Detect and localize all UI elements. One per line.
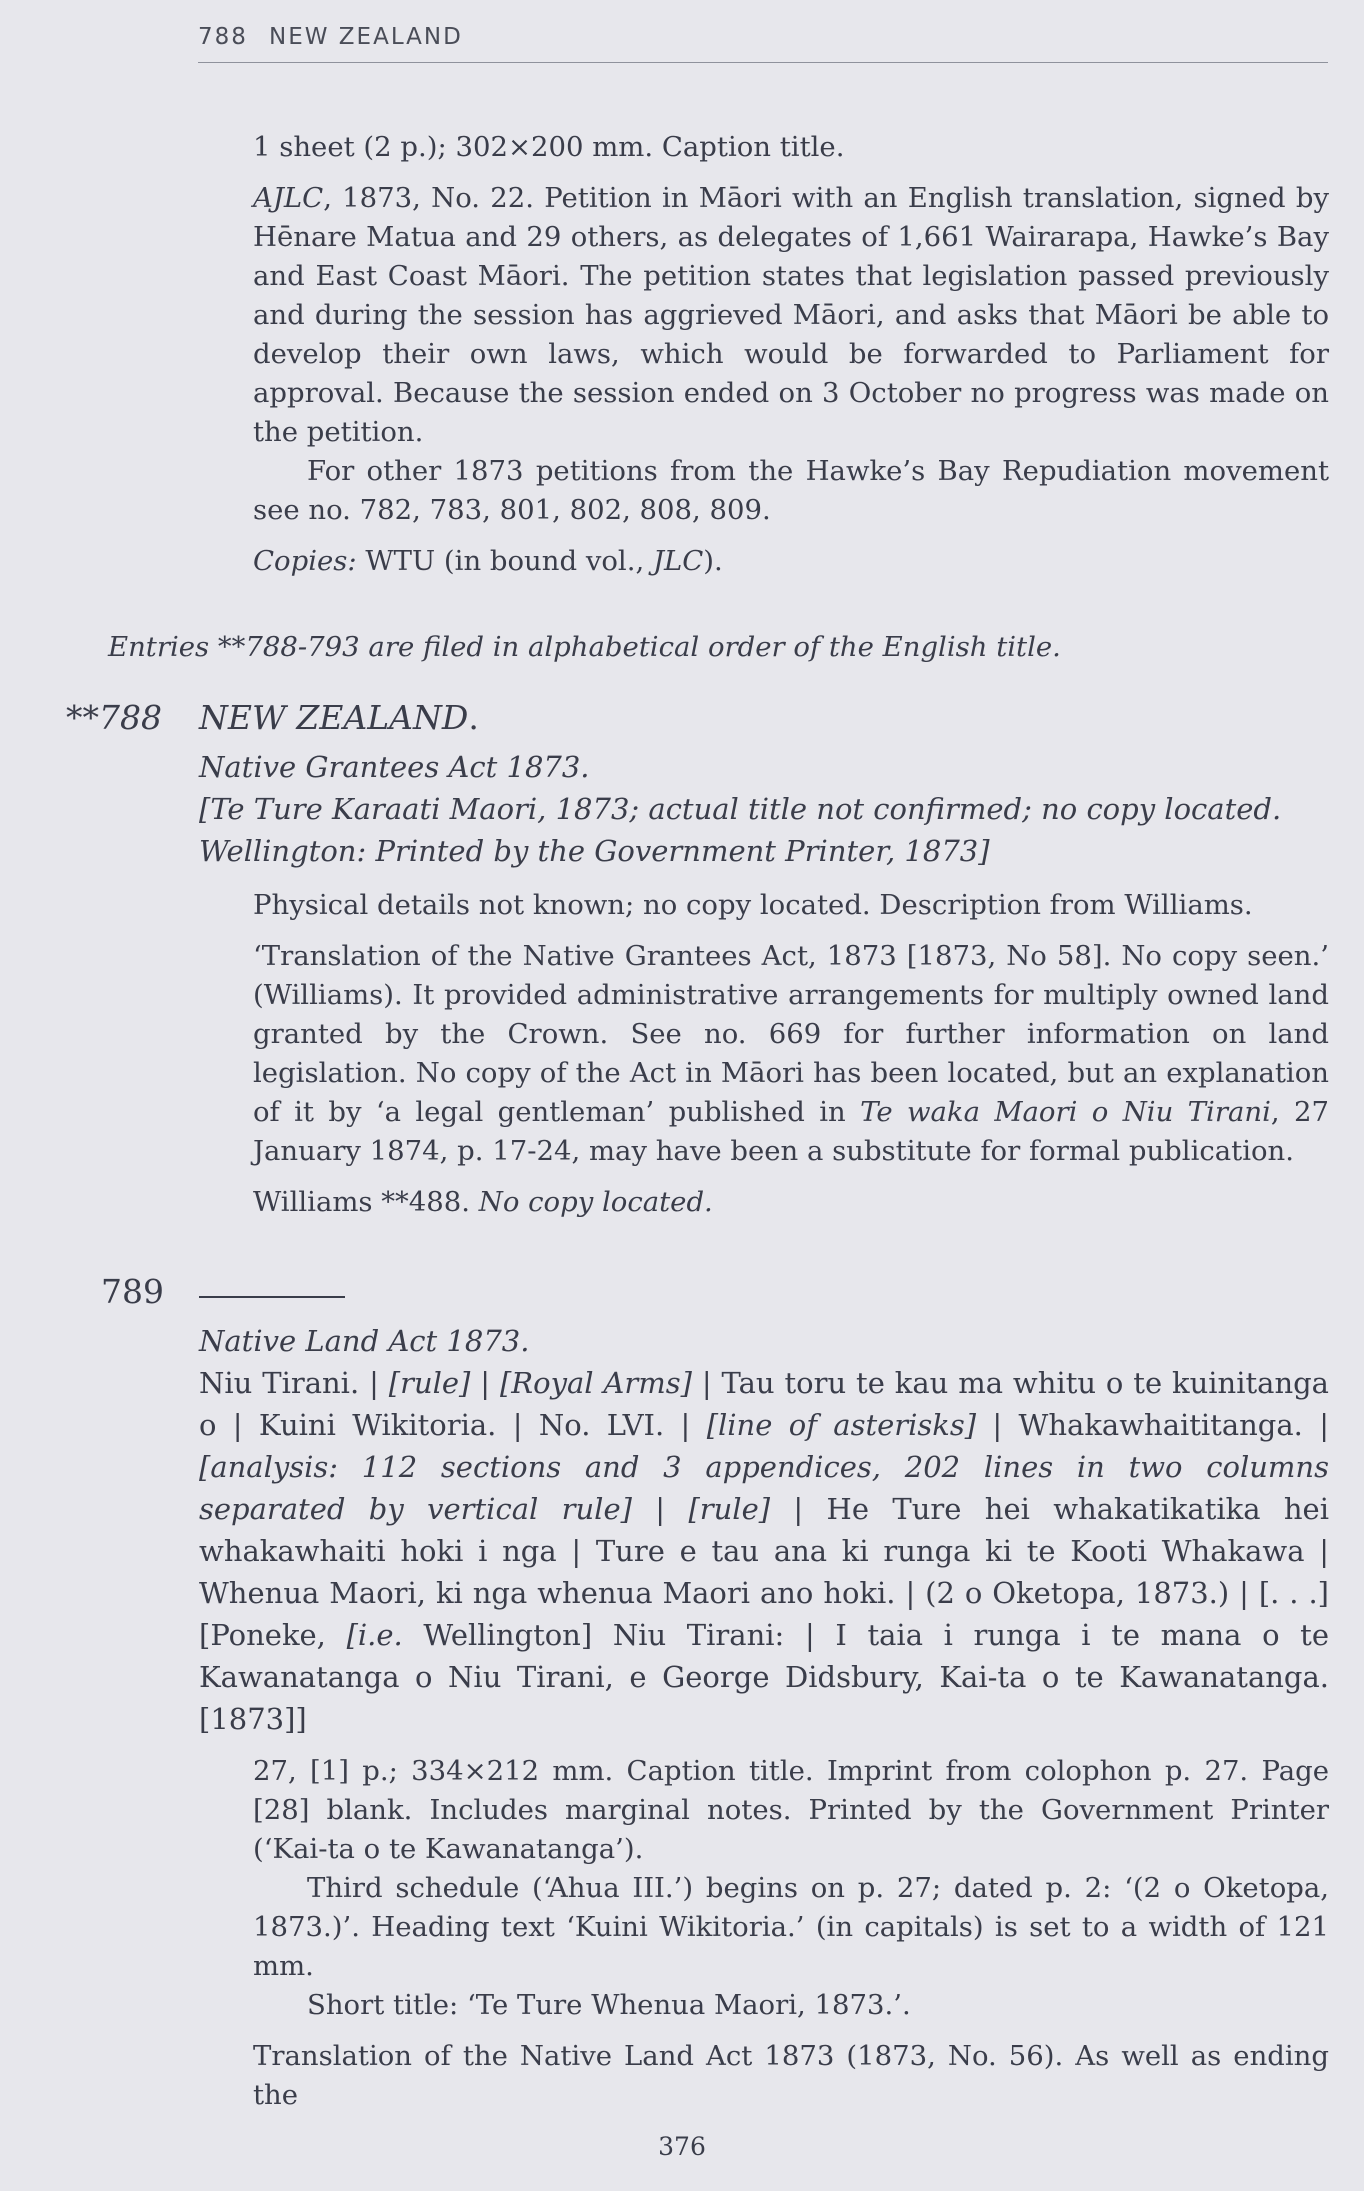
header-page-label: 788	[198, 24, 248, 50]
filing-note: Entries **788-793 are filed in alphabetical order of the English title.	[108, 631, 1061, 663]
entry-789-title: Native Land Act 1873.	[199, 1324, 530, 1358]
transcription-segment: Wellington] Niu Tirani: | I taia i runga i te mana o te Kawanatanga o Niu Tirani, e George Didsbury, Kai-ta o te Kawanatanga. [1873]]	[199, 1618, 1329, 1736]
note-text: , 1873, No. 22. Petition in Māori with an English translation, signed by Hēnare Matua and 29 others, as delegates of 1,661 Wairarapa, Hawke’s Bay and East Coast Māori. The petition states that legislation passed previously and during the session has aggrieved Māori, and asks that Māori be able to develop their own laws, which would be forwarded to Parliament for approval. Because the session ended on 3 October no progress was made on the petition.	[253, 182, 1329, 448]
transcription-segment: [line of asterisks]	[706, 1408, 977, 1442]
page-number: 376	[658, 2132, 706, 2161]
petition-note	[253, 179, 1329, 452]
transcription-segment: | Whakawhaititanga. |	[976, 1408, 1329, 1442]
entry-788-no-copy: No copy located.	[478, 1186, 713, 1218]
entry-789-dash	[199, 1296, 345, 1298]
entry-788-williams-line	[253, 1183, 1329, 1222]
entry-789-body	[253, 1752, 1329, 2115]
transcription-segment: Niu Tirani. |	[199, 1366, 389, 1400]
copies-end: ).	[703, 545, 723, 577]
note-ref: AJLC	[253, 182, 324, 214]
running-header	[198, 24, 1328, 63]
entry-789-number: 789	[101, 1272, 164, 1311]
entry-788-body	[253, 886, 1329, 1222]
entry-789-physical: 27, [1] p.; 334×212 mm. Caption title. Imprint from colophon p. 27. Page [28] blank. Includes marginal notes. Printed by the Government Printer (‘Kai-ta o te Kawanatanga’).	[253, 1755, 1329, 1865]
transcription-segment: [analysis: 112 sections and 3 appendices, 202 lines in two columns separated by vertical rule]	[199, 1450, 1329, 1526]
copies-label: Copies:	[253, 545, 357, 577]
entry-788-note-b: , 27 January 1874, p. 17-24, may have been a substitute for formal publication.	[253, 1096, 1329, 1167]
physical-description: 1 sheet (2 p.); 302×200 mm. Caption title.	[253, 131, 845, 163]
entry-788-title-block	[199, 746, 1329, 872]
transcription-segment: [Royal Arms]	[499, 1366, 692, 1400]
entry-789-description	[199, 1320, 1329, 1740]
entry-788-bracket-line1: [Te Ture Karaati Maori, 1873; actual title not confirmed; no copy located.	[199, 792, 1282, 826]
entry-789-schedule: Third schedule (‘Ahua III.’) begins on p. 27; dated p. 2: ‘(2 o Oketopa, 1873.)’. Heading text ‘Kuini Wikitoria.’ (in capitals) is set to a width of 121 mm.	[253, 1872, 1329, 1982]
transcription-segment: [i.e.	[346, 1618, 403, 1652]
entry-787-continuation	[253, 128, 1329, 581]
transcription-segment: | He Ture hei whakatikatika hei whakawhaiti hoki i nga | Ture e tau ana ki runga ki te Kooti Whakawa | Whenua Maori, ki nga whenua Maori ano hoki. | (2 o Oketopa, 1873.) | [. . .] [Poneke,	[199, 1492, 1329, 1652]
transcription-segment: |	[470, 1366, 500, 1400]
entry-788-heading	[199, 698, 479, 737]
entry-788-williams: Williams **488.	[253, 1186, 471, 1218]
transcription-segment: [rule]	[388, 1366, 471, 1400]
entry-788-physical: Physical details not known; no copy located. Description from Williams.	[253, 889, 1253, 921]
copies-ref: JLC	[652, 545, 704, 577]
entry-788-heading-text: NEW ZEALAND	[199, 698, 469, 737]
entry-788-number: **788	[66, 698, 162, 737]
entry-788-bracket-line2: Wellington: Printed by the Government Printer, 1873]	[199, 834, 990, 868]
entry-788-note-a: ‘Translation of the Native Grantees Act, 1873 [1873, No 58]. No copy seen.’ (Williams). It provided administrative arrangements for multiply owned land granted by the Crown. See no. 669 for further information on land legislation. No copy of the Act in Māori has been located, but an explanation of it by ‘a legal gentleman’ published in	[253, 940, 1329, 1128]
entry-788-title: Native Grantees Act 1873.	[199, 750, 590, 784]
entry-788-note	[253, 937, 1329, 1171]
copies-line	[253, 542, 1329, 581]
copies-text: WTU (in bound vol.,	[356, 545, 653, 577]
transcription-segment: |	[631, 1492, 689, 1526]
entry-789-transcription	[199, 1362, 1329, 1740]
transcription-segment: [rule]	[688, 1492, 771, 1526]
entry-789-short-title: Short title: ‘Te Ture Whenua Maori, 1873.’.	[307, 1989, 911, 2021]
entry-788-heading-punct: .	[468, 698, 479, 737]
transcription-segment: | Tau toru te kau ma whitu o te kuinitanga o | Kuini Wikitoria. | No. LVI. |	[199, 1366, 1329, 1442]
header-running-title: NEW ZEALAND	[269, 24, 463, 50]
entry-789-translation: Translation of the Native Land Act 1873 (1873, No. 56). As well as ending the	[253, 2040, 1329, 2111]
see-also-note: For other 1873 petitions from the Hawke’s Bay Repudiation movement see no. 782, 783, 801, 802, 808, 809.	[253, 455, 1329, 526]
entry-788-note-pub: Te waka Maori o Niu Tirani	[860, 1096, 1271, 1128]
